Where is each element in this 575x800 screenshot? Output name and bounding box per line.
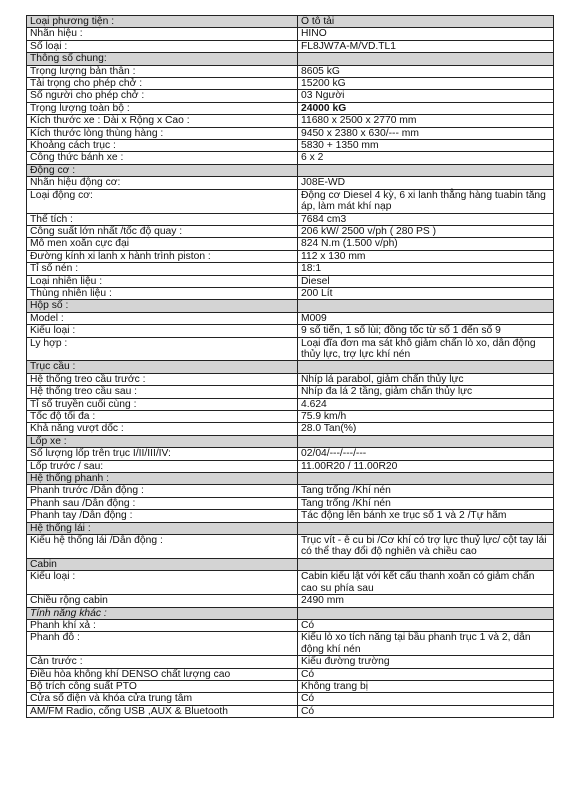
spec-value: 200 Lít	[298, 287, 554, 299]
spec-label: Lốp trước / sau:	[27, 460, 298, 472]
section-header-row	[27, 16, 554, 28]
spec-label: Cản trước :	[27, 656, 298, 668]
section-title: Tính năng khác :	[27, 607, 298, 619]
spec-value: Nhíp lá parabol, giảm chấn thủy lực	[298, 373, 554, 385]
spec-value: Có	[298, 705, 554, 717]
table-row	[27, 398, 554, 410]
spec-label: Trọng lượng bản thân :	[27, 65, 298, 77]
section-value	[298, 361, 554, 373]
spec-value: Nhíp đa lá 2 tầng, giảm chấn thủy lực	[298, 386, 554, 398]
spec-value: 11.00R20 / 11.00R20	[298, 460, 554, 472]
spec-value: Có	[298, 693, 554, 705]
spec-value: Kiểu đường trường	[298, 656, 554, 668]
spec-label: Tỉ số nén :	[27, 263, 298, 275]
spec-label: Phanh đỗ :	[27, 632, 298, 656]
section-header-row	[27, 522, 554, 534]
table-row	[27, 238, 554, 250]
spec-label: Kiểu hệ thống lái /Dẫn động :	[27, 535, 298, 559]
section-title: Trục cầu :	[27, 361, 298, 373]
spec-value: 24000 kG	[298, 102, 554, 114]
spec-value: 9450 x 2380 x 630/--- mm	[298, 127, 554, 139]
spec-value: Loại đĩa đơn ma sát khô giảm chấn lò xo, dẫn động thủy lực, trợ lực khí nén	[298, 337, 554, 361]
spec-value: 824 N.m (1.500 v/ph)	[298, 238, 554, 250]
table-row	[27, 90, 554, 102]
table-row	[27, 250, 554, 262]
spec-value: 206 kW/ 2500 v/ph ( 280 PS )	[298, 225, 554, 237]
section-value	[298, 164, 554, 176]
table-row	[27, 287, 554, 299]
table-row	[27, 337, 554, 361]
spec-value: Có	[298, 668, 554, 680]
spec-label: Kiểu loại :	[27, 571, 298, 595]
section-header-row	[27, 435, 554, 447]
spec-label: Kích thước lòng thùng hàng :	[27, 127, 298, 139]
table-row	[27, 213, 554, 225]
table-row	[27, 656, 554, 668]
section-title: Động cơ :	[27, 164, 298, 176]
spec-label: Thùng nhiên liệu :	[27, 287, 298, 299]
spec-value: Có	[298, 619, 554, 631]
table-row	[27, 619, 554, 631]
table-row	[27, 680, 554, 692]
spec-value: Cabin kiểu lật với kết cấu thanh xoắn có giảm chấn cao su phía sau	[298, 571, 554, 595]
section-title: Loại phương tiện :	[27, 16, 298, 28]
table-row	[27, 127, 554, 139]
spec-label: Chiều rộng cabin	[27, 595, 298, 607]
spec-label: Công suất lớn nhất /tốc độ quay :	[27, 225, 298, 237]
section-value	[298, 607, 554, 619]
table-row	[27, 705, 554, 717]
spec-value: 112 x 130 mm	[298, 250, 554, 262]
spec-value: Tang trống /Khí nén	[298, 485, 554, 497]
spec-value: 4.624	[298, 398, 554, 410]
spec-label: Khoảng cách trục :	[27, 140, 298, 152]
spec-label: Thể tích :	[27, 213, 298, 225]
table-row	[27, 448, 554, 460]
spec-value: 02/04/---/---/---	[298, 448, 554, 460]
table-row	[27, 497, 554, 509]
spec-value: 6 x 2	[298, 152, 554, 164]
table-row	[27, 668, 554, 680]
spec-value: Tang trống /Khí nén	[298, 497, 554, 509]
spec-value: 15200 kG	[298, 78, 554, 90]
table-row	[27, 632, 554, 656]
section-header-row	[27, 53, 554, 65]
section-title: Hệ thống lái :	[27, 522, 298, 534]
spec-label: Hệ thống treo cầu sau :	[27, 386, 298, 398]
spec-value: FL8JW7A-M/VD.TL1	[298, 40, 554, 52]
spec-label: Model :	[27, 312, 298, 324]
table-row	[27, 571, 554, 595]
section-title: Hệ thống phanh :	[27, 473, 298, 485]
spec-label: Kích thước xe : Dài x Rộng x Cao :	[27, 115, 298, 127]
spec-label: Tốc độ tối đa :	[27, 411, 298, 423]
spec-value: 5830 + 1350 mm	[298, 140, 554, 152]
spec-value: 9 số tiến, 1 số lùi; đồng tốc từ số 1 đến số 9	[298, 325, 554, 337]
table-row	[27, 275, 554, 287]
spec-value: 03 Người	[298, 90, 554, 102]
spec-value: Không trang bị	[298, 680, 554, 692]
spec-value: 2490 mm	[298, 595, 554, 607]
spec-label: Loại nhiên liệu :	[27, 275, 298, 287]
spec-label: Phanh khí xả :	[27, 619, 298, 631]
spec-value: M009	[298, 312, 554, 324]
table-row	[27, 189, 554, 213]
spec-value: J08E-WD	[298, 177, 554, 189]
table-row	[27, 485, 554, 497]
section-title: Thông số chung:	[27, 53, 298, 65]
spec-value: Kiểu lò xo tích năng tại bầu phanh trục 1 và 2, dẫn động khí nén	[298, 632, 554, 656]
table-row	[27, 140, 554, 152]
spec-value: 8605 kG	[298, 65, 554, 77]
spec-label: Số người cho phép chở :	[27, 90, 298, 102]
spec-label: Trọng lượng toàn bộ :	[27, 102, 298, 114]
spec-value: 28.0 Tan(%)	[298, 423, 554, 435]
spec-value: Diesel	[298, 275, 554, 287]
spec-label: Phanh trước /Dẫn động :	[27, 485, 298, 497]
section-title: Cabin	[27, 558, 298, 570]
section-header-row	[27, 164, 554, 176]
spec-value: Tác động lên bánh xe trục số 1 và 2 /Tự hãm	[298, 510, 554, 522]
spec-value: HINO	[298, 28, 554, 40]
spec-sheet	[26, 15, 553, 718]
table-row	[27, 325, 554, 337]
table-row	[27, 65, 554, 77]
spec-label: Số lượng lốp trên trục I/II/III/IV:	[27, 448, 298, 460]
table-row	[27, 460, 554, 472]
section-title: Lốp xe :	[27, 435, 298, 447]
spec-label: Ly hợp :	[27, 337, 298, 361]
table-row	[27, 152, 554, 164]
section-value	[298, 53, 554, 65]
section-header-row	[27, 473, 554, 485]
spec-label: Mô men xoắn cực đại	[27, 238, 298, 250]
table-row	[27, 535, 554, 559]
spec-label: Điều hòa không khí DENSO chất lượng cao	[27, 668, 298, 680]
section-value	[298, 300, 554, 312]
spec-label: AM/FM Radio, cổng USB ,AUX & Bluetooth	[27, 705, 298, 717]
section-value	[298, 473, 554, 485]
spec-value: 75.9 km/h	[298, 411, 554, 423]
spec-value: 7684 cm3	[298, 213, 554, 225]
table-row	[27, 102, 554, 114]
spec-label: Số loại :	[27, 40, 298, 52]
spec-label: Đường kính xi lanh x hành trình piston :	[27, 250, 298, 262]
table-row	[27, 595, 554, 607]
table-row	[27, 423, 554, 435]
section-value	[298, 435, 554, 447]
table-row	[27, 693, 554, 705]
spec-label: Kiểu loại :	[27, 325, 298, 337]
table-row	[27, 411, 554, 423]
spec-label: Khả năng vượt dốc :	[27, 423, 298, 435]
spec-table	[26, 15, 554, 718]
table-row	[27, 263, 554, 275]
section-header-row	[27, 558, 554, 570]
table-row	[27, 373, 554, 385]
section-header-row	[27, 607, 554, 619]
table-row	[27, 225, 554, 237]
spec-label: Hệ thống treo cầu trước :	[27, 373, 298, 385]
spec-value: 18:1	[298, 263, 554, 275]
table-row	[27, 312, 554, 324]
section-value	[298, 558, 554, 570]
section-value: Ô tô tải	[298, 16, 554, 28]
table-row	[27, 115, 554, 127]
spec-label: Phanh sau /Dẫn động :	[27, 497, 298, 509]
spec-label: Bộ trích công suất PTO	[27, 680, 298, 692]
spec-value: Trục vít - ê cu bi /Cơ khí có trợ lực thuỷ lực/ cột tay lái có thể thay đổi độ nghiên và chiều cao	[298, 535, 554, 559]
spec-label: Công thức bánh xe :	[27, 152, 298, 164]
spec-label: Nhãn hiệu động cơ:	[27, 177, 298, 189]
section-header-row	[27, 361, 554, 373]
spec-label: Tỉ số truyền cuối cùng :	[27, 398, 298, 410]
table-row	[27, 510, 554, 522]
spec-value: 11680 x 2500 x 2770 mm	[298, 115, 554, 127]
table-row	[27, 177, 554, 189]
spec-label: Tải trọng cho phép chở :	[27, 78, 298, 90]
table-row	[27, 78, 554, 90]
spec-table-body	[27, 16, 554, 718]
spec-label: Loại động cơ:	[27, 189, 298, 213]
section-value	[298, 522, 554, 534]
spec-label: Cửa sổ điện và khóa cửa trung tâm	[27, 693, 298, 705]
spec-value: Động cơ Diesel 4 kỳ, 6 xi lanh thẳng hàng tuabin tăng áp, làm mát khí nạp	[298, 189, 554, 213]
table-row	[27, 386, 554, 398]
section-header-row	[27, 300, 554, 312]
table-row	[27, 28, 554, 40]
table-row	[27, 40, 554, 52]
section-title: Hộp số :	[27, 300, 298, 312]
spec-label: Nhãn hiệu :	[27, 28, 298, 40]
spec-label: Phanh tay /Dẫn động :	[27, 510, 298, 522]
